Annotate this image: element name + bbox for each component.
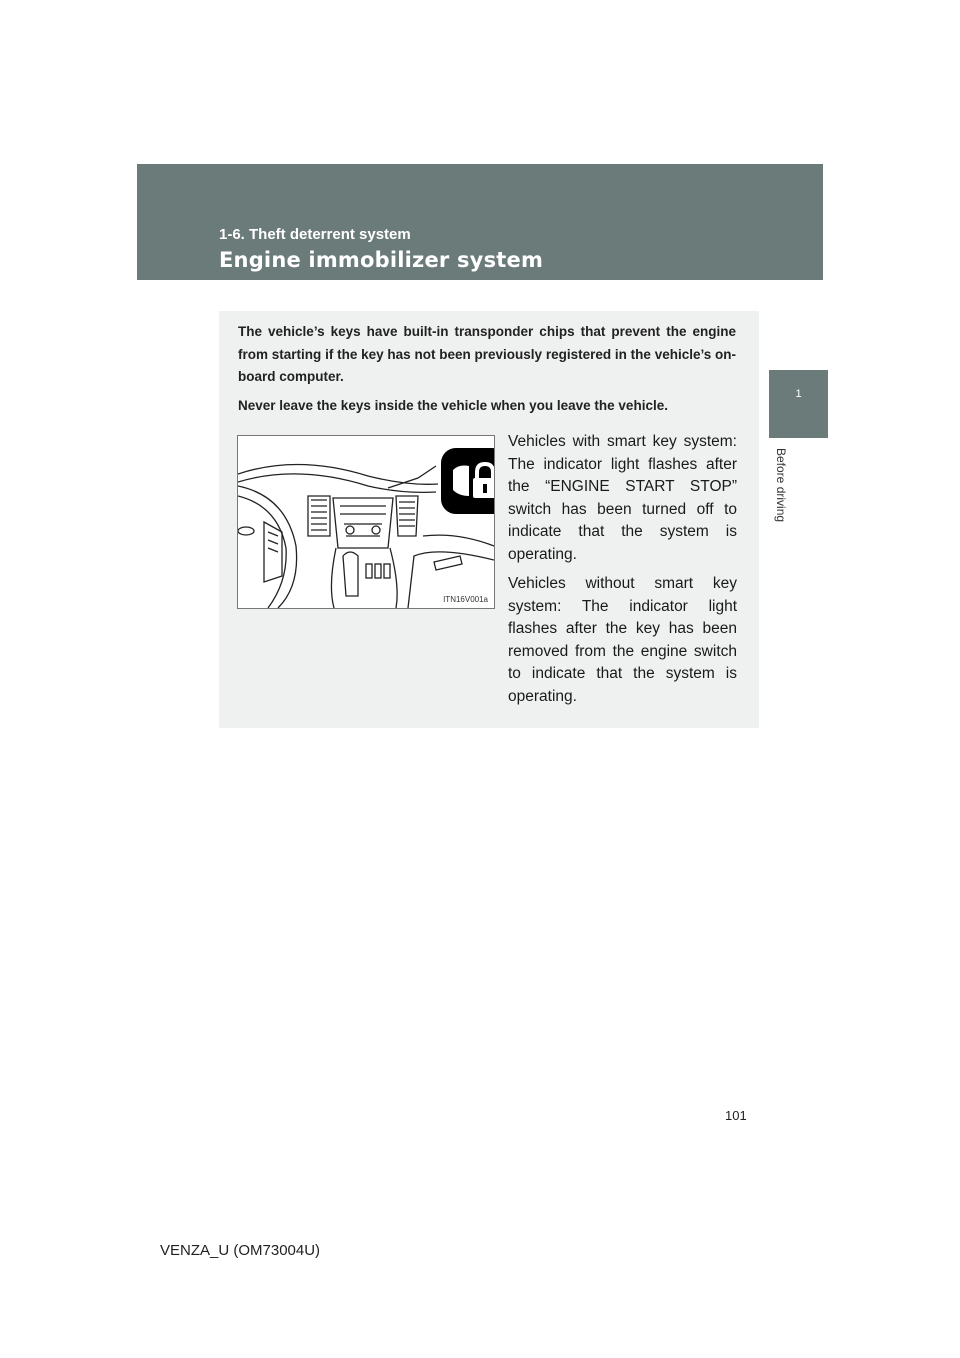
page-title: Engine immobilizer system: [219, 248, 544, 272]
immobilizer-indicator-icon: [441, 448, 495, 514]
section-label: 1-6. Theft deterrent system: [219, 226, 411, 243]
intro-text: The vehicle’s keys have built-in transponder chips that prevent the engine from starting if the key has not been previously registered in the vehicle’s on-board computer.: [238, 324, 736, 384]
section-header: [137, 164, 823, 280]
dashboard-illustration: [237, 435, 495, 609]
indicator-callout: [438, 445, 495, 517]
content-box: [219, 311, 759, 728]
page-number: 101: [725, 1108, 747, 1123]
figure-id: ITN16V001a: [443, 595, 488, 604]
warning-text: Never leave the keys inside the vehicle when you leave the vehicle.: [238, 398, 668, 413]
chapter-name: [774, 448, 806, 548]
chapter-tab: [769, 370, 828, 438]
chapter-name-label: Before driving: [774, 448, 788, 523]
chapter-number: 1: [795, 388, 802, 400]
doc-code: VENZA_U (OM73004U): [160, 1242, 321, 1259]
desc-no-smart-key: Vehicles without smart key system: The indicator light flashes after the key has been removed from the engine switch to indicate that the system is operating.: [508, 575, 737, 705]
desc-smart-key: Vehicles with smart key system: The indicator light flashes after the “ENGINE START STOP” switch has been turned off to indicate that the system is operating.: [508, 433, 737, 563]
